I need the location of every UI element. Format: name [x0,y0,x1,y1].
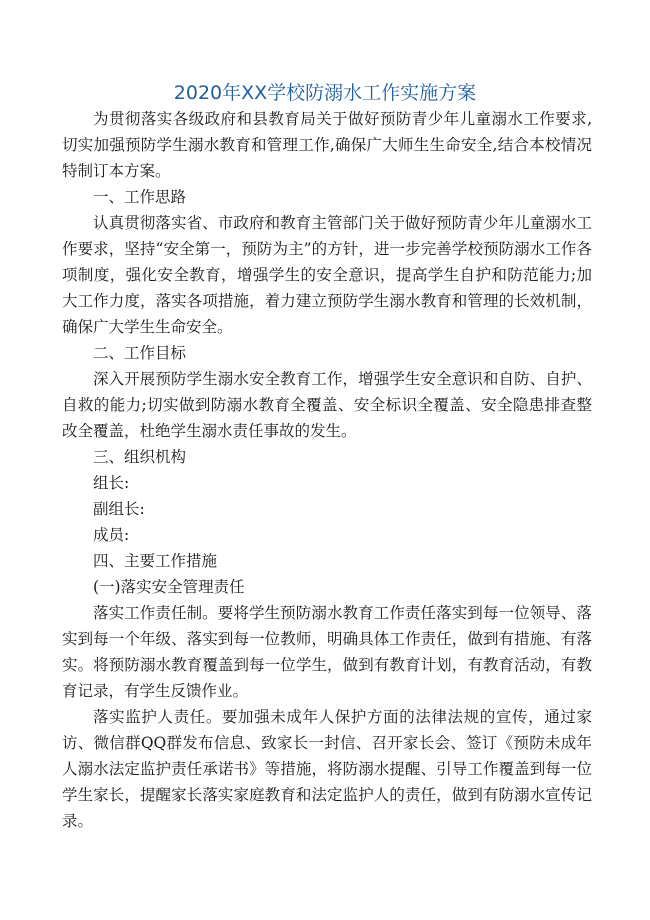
members-line: 成员: [93,526,130,544]
section-1-heading: 一、工作思路 [93,188,187,206]
guardian-paragraph: 落实监护人责任。要加强未成年人保护方面的法律法规的宣传，通过家访、微信群QQ群发布信息、致家长一封信、召开家长会、签订《预防未成年人溺水法定监护责任承诺书》等措施，将防溺水提醒、引导工作覆盖到每一位学生家长，提醒家长落实家庭教育和法定监护人的责任，做到有防溺水宣传记录。 [62,708,592,830]
section-4-heading: 四、主要工作措施 [93,552,218,570]
deputy-leader-line: 副组长: [93,500,145,518]
subsection-1-heading: (一)落实安全管理责任 [93,578,245,596]
section-2-heading: 二、工作目标 [93,344,187,362]
section-1-paragraph: 认真贯彻落实省、市政府和教育主管部门关于做好预防青少年儿童溺水工作要求，坚持“安全第一，预防为主”的方针，进一步完善学校预防溺水工作各项制度，强化安全教育，增强学生的安全意识，提高学生自护和防范能力;加大工作力度，落实各项措施，着力建立预防学生溺水教育和管理的长效机制，确保广大学生生命安全。 [62,214,592,336]
leader-line: 组长: [93,474,130,492]
document-title: 2020年XX学校防溺水工作实施方案 [173,82,477,104]
responsibility-paragraph: 落实工作责任制。要将学生预防溺水教育工作责任落实到每一位领导、落实到每一个年级、落实到每一位教师，明确具体工作责任，做到有措施、有落实。将预防溺水教育覆盖到每一位学生，做到有教育计划，有教育活动，有教育记录，有学生反馈作业。 [62,604,592,700]
section-2-paragraph: 深入开展预防学生溺水安全教育工作，增强学生安全意识和自防、自护、自救的能力;切实做到防溺水教育全覆盖、安全标识全覆盖、安全隐患排查整改全覆盖，杜绝学生溺水责任事故的发生。 [62,370,592,440]
intro-paragraph: 为贯彻落实各级政府和县教育局关于做好预防青少年儿童溺水工作要求,切实加强预防学生溺水教育和管理工作,确保广大师生生命安全,结合本校情况特制订本方案。 [62,110,592,180]
document-body [62,106,592,834]
section-3-heading: 三、组织机构 [93,448,187,466]
